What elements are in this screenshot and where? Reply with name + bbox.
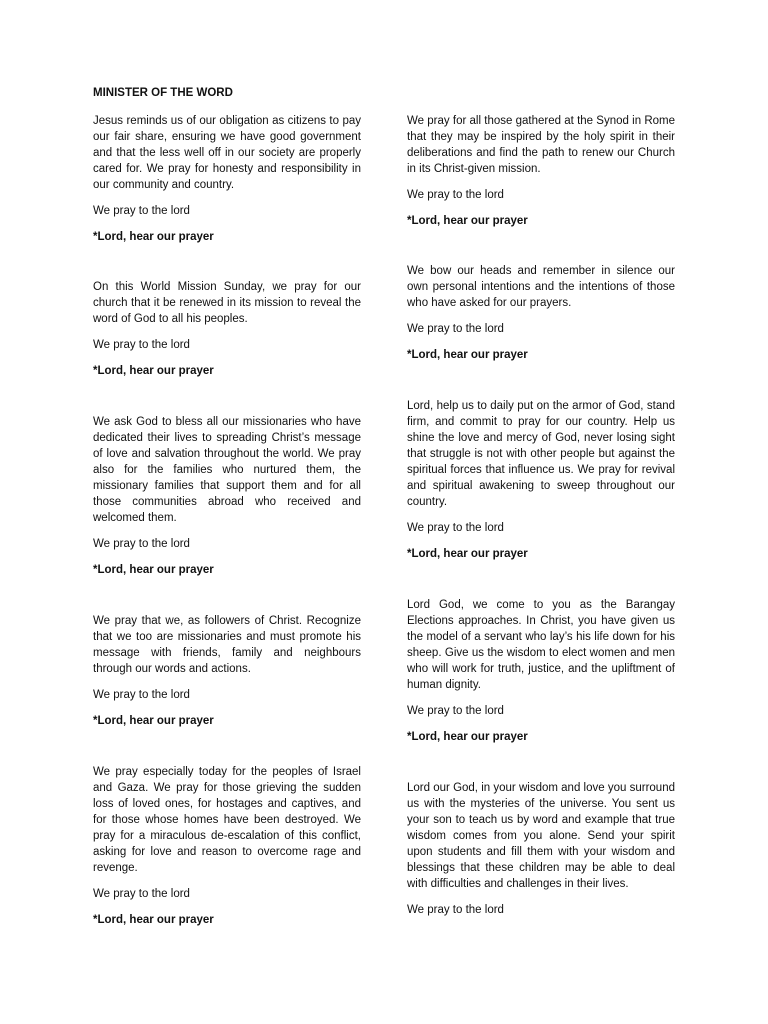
intention-call: We pray to the lord: [407, 189, 504, 201]
intention-text: On this World Mission Sunday, we pray for our church that it be renewed in its mission to reveal the word of God to all his peoples.: [93, 281, 361, 325]
intention-text: We bow our heads and remember in silence our own personal intentions and the intentions of those who have asked for our prayers.: [407, 265, 675, 309]
intention-call: We pray to the lord: [93, 538, 190, 550]
prayer-intention: [93, 764, 361, 928]
intention-call: We pray to the lord: [93, 888, 190, 900]
prayer-intention: [407, 398, 675, 562]
intention-call: We pray to the lord: [407, 522, 504, 534]
intention-call: We pray to the lord: [93, 689, 190, 701]
prayer-intention: [93, 613, 361, 729]
prayer-intention: [93, 414, 361, 578]
intention-text: We pray especially today for the peoples of Israel and Gaza. We pray for those grieving the sudden loss of loved ones, for hostages and captives, and for those whose homes have been destroyed. We pray for a miraculous de-escalation of this conflict, asking for love and reason to overcome rage and revenge.: [93, 766, 361, 874]
intention-call: We pray to the lord: [407, 904, 504, 916]
intention-response: *Lord, hear our prayer: [93, 715, 214, 727]
intention-response: *Lord, hear our prayer: [407, 349, 528, 361]
intention-text: Lord God, we come to you as the Barangay Elections approaches. In Christ, you have given us the model of a servant who lay’s his life down for his sheep. Give us the wisdom to elect women and men who will work for truth, justice, and the upliftment of human dignity.: [407, 599, 675, 691]
intention-text: We pray for all those gathered at the Synod in Rome that they may be inspired by the holy spirit in their deliberations and find the path to renew our Church in its Christ-given mission.: [407, 115, 675, 175]
page-title: MINISTER OF THE WORD: [93, 87, 233, 99]
prayer-intention: [407, 113, 675, 229]
intention-response: *Lord, hear our prayer: [407, 731, 528, 743]
intention-text: Jesus reminds us of our obligation as citizens to pay our fair share, ensuring we have good government and that the less well off in our society are properly cared for. We pray for honesty and responsibility in our community and country.: [93, 115, 361, 191]
prayer-intention: [93, 279, 361, 379]
intention-response: *Lord, hear our prayer: [407, 548, 528, 560]
prayer-intention: [93, 113, 361, 245]
intention-response: *Lord, hear our prayer: [93, 914, 214, 926]
intention-call: We pray to the lord: [407, 705, 504, 717]
intention-call: We pray to the lord: [407, 323, 504, 335]
intention-response: *Lord, hear our prayer: [407, 215, 528, 227]
intention-call: We pray to the lord: [93, 205, 190, 217]
prayer-intention: [407, 597, 675, 745]
intention-response: *Lord, hear our prayer: [93, 564, 214, 576]
prayer-intention: [407, 780, 675, 918]
intention-text: Lord our God, in your wisdom and love you surround us with the mysteries of the universe. You sent us your son to teach us by word and example that true wisdom comes from you alone. Send your spirit upon students and fill them with your wisdom and blessings that these children may be able to deal with difficulties and challenges in their lives.: [407, 782, 675, 890]
intention-response: *Lord, hear our prayer: [93, 231, 214, 243]
prayer-intention: [407, 263, 675, 363]
intention-response: *Lord, hear our prayer: [93, 365, 214, 377]
intention-text: Lord, help us to daily put on the armor of God, stand firm, and commit to pray for our country. Help us shine the love and mercy of God, never losing sight that struggle is not with other people but against the spiritual forces that influence us. We pray for revival and spiritual awakening to sweep throughout our country.: [407, 400, 675, 508]
intention-call: We pray to the lord: [93, 339, 190, 351]
intention-text: We ask God to bless all our missionaries who have dedicated their lives to spreading Christ’s message of love and salvation throughout the world. We pray also for the families who nurtured them, the missionary families that support them and for all those communities abroad who received and welcomed them.: [93, 416, 361, 524]
intention-text: We pray that we, as followers of Christ. Recognize that we too are missionaries and must promote his message with friends, family and neighbours through our words and actions.: [93, 615, 361, 675]
